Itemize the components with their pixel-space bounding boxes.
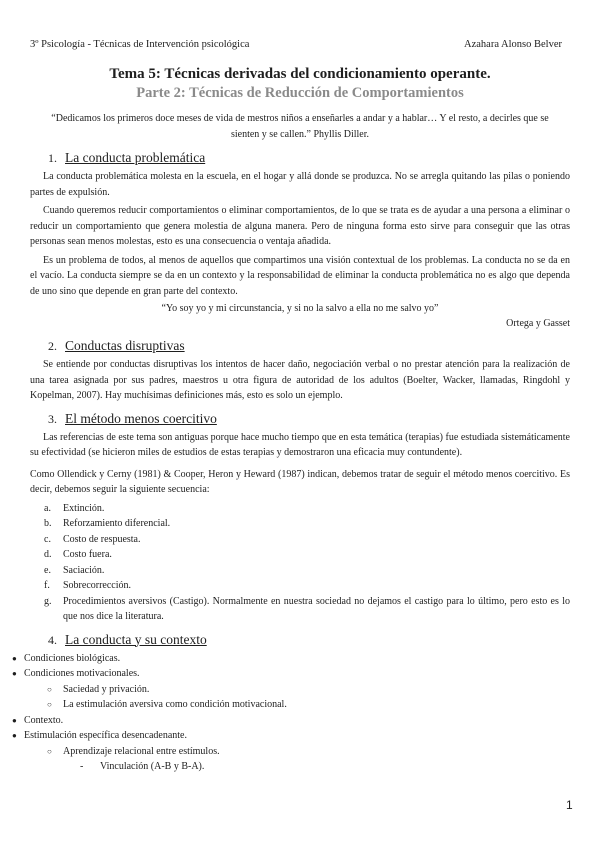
header-course: 3º Psicología - Técnicas de Intervención psicológica [30,39,250,50]
bullet-item: ● Contexto. [12,713,570,729]
ortega-quote: “Yo soy yo y mi circunstancia, y si no la salvo a ella no me salvo yo” [161,303,439,314]
page-number: 1 [566,798,573,812]
bullet-item: ● Condiciones motivacionales. [12,666,570,682]
list-item: f. Sobrecorrección. [44,580,132,591]
paragraph: Las referencias de este tema son antiguas porque hace mucho tiempo que en esta temática (terapias) fue estudiada sistemáticamente su efectividad (se hicieron miles de estudios de estas terapias y demostraron una eficacia muy contundente). [30,431,570,458]
document-body [12,64,570,775]
section-heading-1 [30,149,570,167]
dash-bullet-icon: - [80,761,84,772]
context-bullet-list [12,651,570,775]
section-number: 1. [48,151,57,165]
bullet-item: ○ Aprendizaje relacional entre estímulos. [30,744,570,760]
section-title: La conducta y su contexto [65,631,207,647]
header-author: Azahara Alonso Belver [464,39,562,50]
bullet-icon: ● [12,715,17,725]
section-number: 4. [48,632,57,647]
section-title: El método menos coercitivo [65,410,217,426]
section-number: 3. [48,411,57,426]
paragraph: Como Ollendick y Cerny (1981) & Cooper, Heron y Heward (1987) indican, debemos tratar de seguir el método menos coercitivo. Es decir, debemos seguir la siguiente secuencia: [30,468,570,495]
paragraph: La conducta problemática molesta en la escuela, en el hogar y allá donde se produzca. No se arregla quitando las pilas o poniendo partes de expulsión. [30,171,570,198]
list-item: c. Costo de respuesta. [44,533,141,545]
page-title: Tema 5: Técnicas derivadas del condicionamiento operante. [109,66,491,82]
list-item: g. Procedimientos aversivos (Castigo). Normalmente en nuestra sociedad no dejamos el castigo para lo último, pero esto es lo que nos dice la literatura. [44,595,570,622]
section-number: 2. [48,339,57,353]
hollow-bullet-icon: ○ [47,684,52,694]
list-item: b. Reforzamiento diferencial. [44,518,171,529]
list-item: d. Costo fuera. [44,549,112,560]
list-item: e. Saciación. [44,564,105,576]
page-subtitle: Parte 2: Técnicas de Reducción de Comportamientos [136,85,464,101]
bullet-icon: ● [12,669,17,678]
bullet-icon: ● [12,731,17,740]
bullet-item: ○ La estimulación aversiva como condición motivacional. [30,697,570,713]
bullet-item: - Vinculación (A-B y B-A). [30,759,570,775]
section-title: Conductas disruptivas [65,338,185,353]
hollow-bullet-icon: ○ [47,746,52,756]
section-title: La conducta problemática [65,150,206,165]
list-item: a. Extinción. [44,502,105,514]
section-heading-4 [30,631,570,649]
paragraph: Cuando queremos reducir comportamientos o eliminar comportamientos, de lo que se trata es de ayudar a una persona a eliminar o reducir un comportamiento que genera molestia de alguna manera. Pero de ninguna forma esto sirve para conseguir que las otras personas sean menos molestas, esto es una consecuencia o ventaja añadida. [30,205,570,247]
paragraph: Es un problema de todos, al menos de aquellos que compartimos una visión contextual de los problemas. La conducta no se da en el vacío. La conducta siempre se da en un contexto y la responsabilidad de eliminar la conducta problemática no es algo que dependa de uno sino que depende en gran parte del contexto. [30,254,570,297]
bullet-icon: ● [12,653,17,663]
bullet-item: ● Estimulación específica desencadenante. [12,728,570,744]
hollow-bullet-icon: ○ [47,700,52,709]
paragraph: Se entiende por conductas disruptivas los intentos de hacer daño, negociación verbal o no prestar atención para la realización de una tarea asignada por sus padres, maestros u otra figura de autoridad de los adultos (Boelter, Wacker, llamadas, Ringdohl y Kopelman, 2007). Hay muchísimas definiciones más, esto es solo un ejemplo. [30,359,570,401]
bullet-item: ○ Saciedad y privación. [30,682,570,698]
coercion-sequence-list [30,501,570,625]
section-heading-3 [30,410,570,428]
bullet-item: ● Condiciones biológicas. [12,651,570,667]
quote-author: Ortega y Gasset [506,318,570,329]
epigraph-quote: “Dedicamos los primeros doce meses de vida de mestros niños a enseñarles a andar y a hablar… Y el resto, a decirles que se sienten y se callen.” Phyllis Diller. [51,113,549,140]
section-heading-2 [30,337,570,355]
